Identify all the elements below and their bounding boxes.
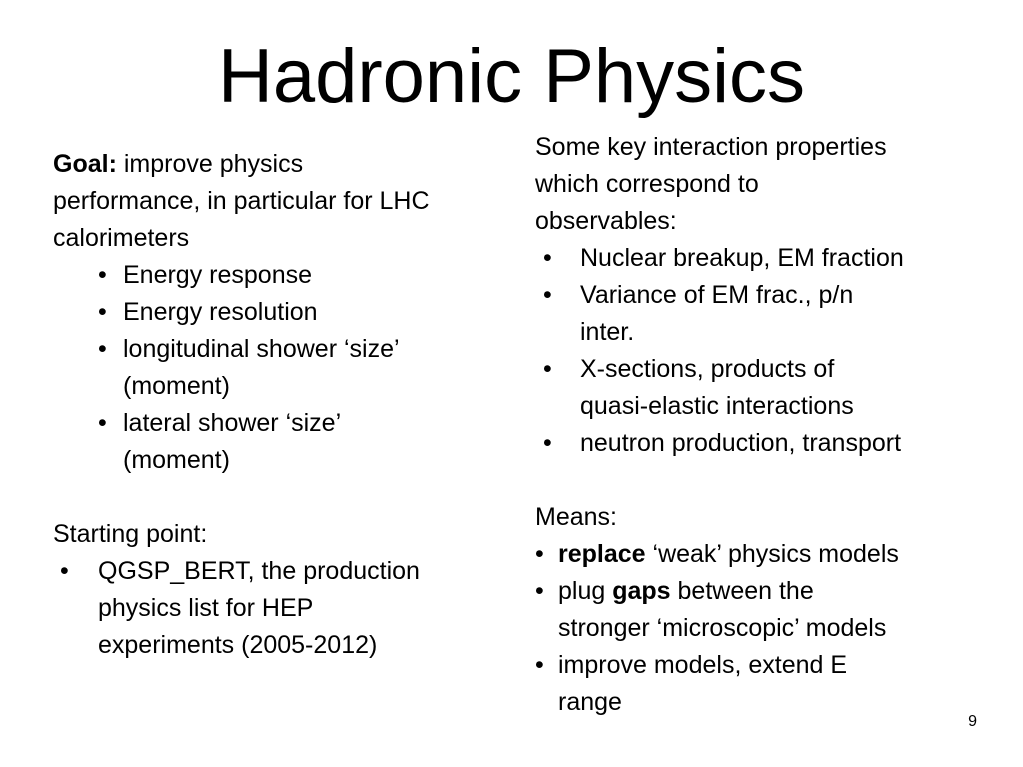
properties-intro-3: observables: (535, 207, 677, 235)
list-item-text: Energy response (123, 261, 313, 289)
list-item-text: inter. (580, 318, 635, 346)
list-item (535, 240, 995, 277)
spacer (535, 462, 995, 499)
properties-intro-2: which correspond to (535, 170, 759, 198)
list-item (535, 351, 995, 425)
goal-label: Goal: (53, 150, 117, 178)
list-item-text: stronger ‘microscopic’ models (558, 614, 887, 642)
list-item-text: Variance of EM frac., p/n (580, 281, 854, 309)
means-heading: Means: (535, 503, 617, 531)
slide-title: Hadronic Physics (217, 34, 806, 119)
list-item (535, 277, 995, 351)
starting-point-list (53, 553, 523, 664)
list-item-text: experiments (2005-2012) (98, 631, 378, 659)
list-item (535, 573, 995, 647)
bullet-icon: • (98, 409, 107, 437)
goal-text-3: calorimeters (53, 224, 190, 252)
bullet-icon: • (535, 651, 544, 679)
bullet-icon: • (98, 298, 107, 326)
bullet-icon: • (543, 281, 552, 309)
list-item-text: (moment) (123, 446, 230, 474)
means-item1-rest: ‘weak’ physics models (645, 540, 899, 568)
goal-text-2: performance, in particular for LHC (53, 187, 430, 215)
means-item1-bold: replace (558, 540, 646, 568)
bullet-icon: • (98, 261, 107, 289)
list-item-text: quasi-elastic interactions (580, 392, 854, 420)
list-item-text: physics list for HEP (98, 594, 314, 622)
bullet-icon: • (98, 335, 107, 363)
bullet-icon: • (543, 355, 552, 383)
means-item2-rest: between the (670, 577, 814, 605)
list-item (535, 647, 995, 721)
page-number: 9 (968, 713, 977, 730)
right-column (535, 129, 995, 721)
list-item-text (558, 573, 995, 610)
means-list (535, 536, 995, 721)
goal-line-1 (53, 146, 523, 183)
list-item-text: neutron production, transport (580, 429, 902, 457)
left-column (53, 146, 523, 664)
goal-list (53, 257, 523, 479)
list-item-text: Energy resolution (123, 298, 318, 326)
list-item (535, 425, 995, 462)
list-item-text: Nuclear breakup, EM fraction (580, 244, 904, 272)
bullet-icon: • (60, 557, 69, 585)
list-item-text (558, 536, 995, 573)
bullet-icon: • (543, 244, 552, 272)
list-item-text: lateral shower ‘size’ (123, 409, 342, 437)
list-item (53, 257, 523, 294)
spacer (53, 479, 523, 516)
list-item-text: range (558, 688, 622, 716)
starting-point-heading: Starting point: (53, 520, 208, 548)
means-item2-bold: gaps (612, 577, 671, 605)
bullet-icon: • (535, 540, 544, 568)
list-item (535, 536, 995, 573)
list-item (53, 331, 523, 405)
list-item (53, 553, 523, 664)
list-item (53, 405, 523, 479)
bullet-icon: • (535, 577, 544, 605)
properties-list (535, 240, 995, 462)
properties-intro-1: Some key interaction properties (535, 133, 887, 161)
list-item (53, 294, 523, 331)
list-item-text: QGSP_BERT, the production (98, 557, 420, 585)
means-item2-pre: plug (558, 577, 613, 605)
list-item-text: (moment) (123, 372, 230, 400)
list-item-text: longitudinal shower ‘size’ (123, 335, 400, 363)
list-item-text: improve models, extend E (558, 651, 848, 679)
bullet-icon: • (543, 429, 552, 457)
list-item-text: X-sections, products of (580, 355, 835, 383)
goal-text-1: improve physics (116, 150, 304, 178)
